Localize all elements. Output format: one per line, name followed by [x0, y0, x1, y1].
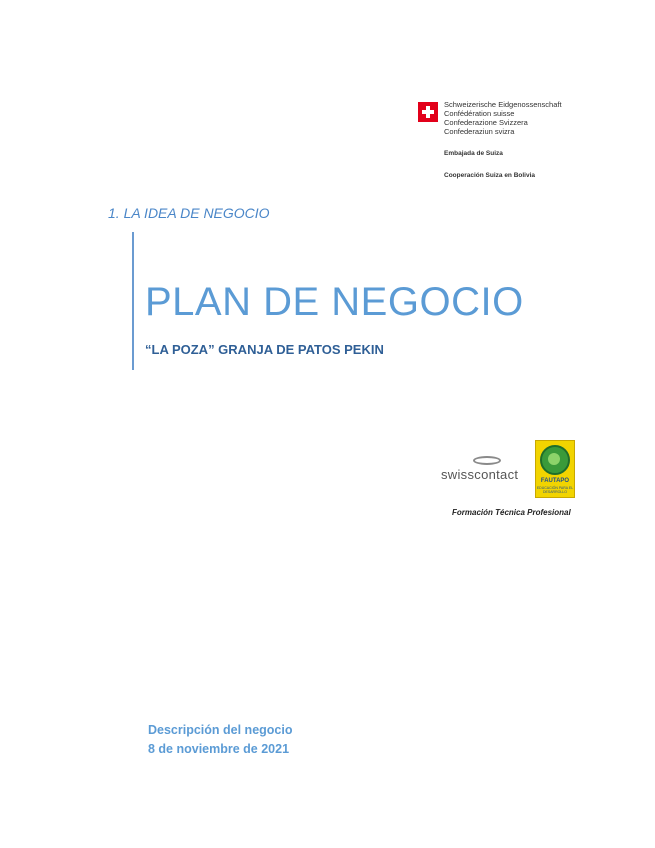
footer-description: Descripción del negocio	[148, 723, 293, 737]
fautapo-logo	[535, 440, 575, 498]
fautapo-tagline: EDUCACIÓN PARA EL DESARROLLO	[536, 486, 574, 494]
swiss-lang-line: Confederaziun svizra	[444, 127, 515, 136]
page-subtitle: “LA POZA” GRANJA DE PATOS PEKIN	[145, 342, 384, 357]
swiss-lang-line: Confederazione Svizzera	[444, 118, 528, 127]
embassy-label: Embajada de Suiza	[444, 150, 503, 157]
section-heading: 1. LA IDEA DE NEGOCIO	[108, 205, 270, 221]
swiss-lang-line: Schweizerische Eidgenossenschaft	[444, 100, 562, 109]
swisscontact-logo	[441, 456, 533, 486]
footer-date: 8 de noviembre de 2021	[148, 742, 290, 756]
cooperation-label: Cooperación Suiza en Bolivia	[444, 172, 536, 179]
title-vertical-rule	[132, 232, 134, 370]
swiss-flag-icon	[418, 102, 438, 122]
swiss-lang-line: Confédération suisse	[444, 109, 515, 118]
swisscontact-swoosh-icon	[473, 456, 501, 465]
swisscontact-wordmark: swisscontact	[441, 467, 519, 482]
formacion-label: Formación Técnica Profesional	[452, 508, 571, 517]
fautapo-wordmark: FAUTAPO	[540, 478, 570, 484]
swiss-confederation-header	[418, 100, 608, 190]
fautapo-emblem-icon	[540, 445, 570, 475]
page-title: PLAN DE NEGOCIO	[145, 280, 524, 324]
